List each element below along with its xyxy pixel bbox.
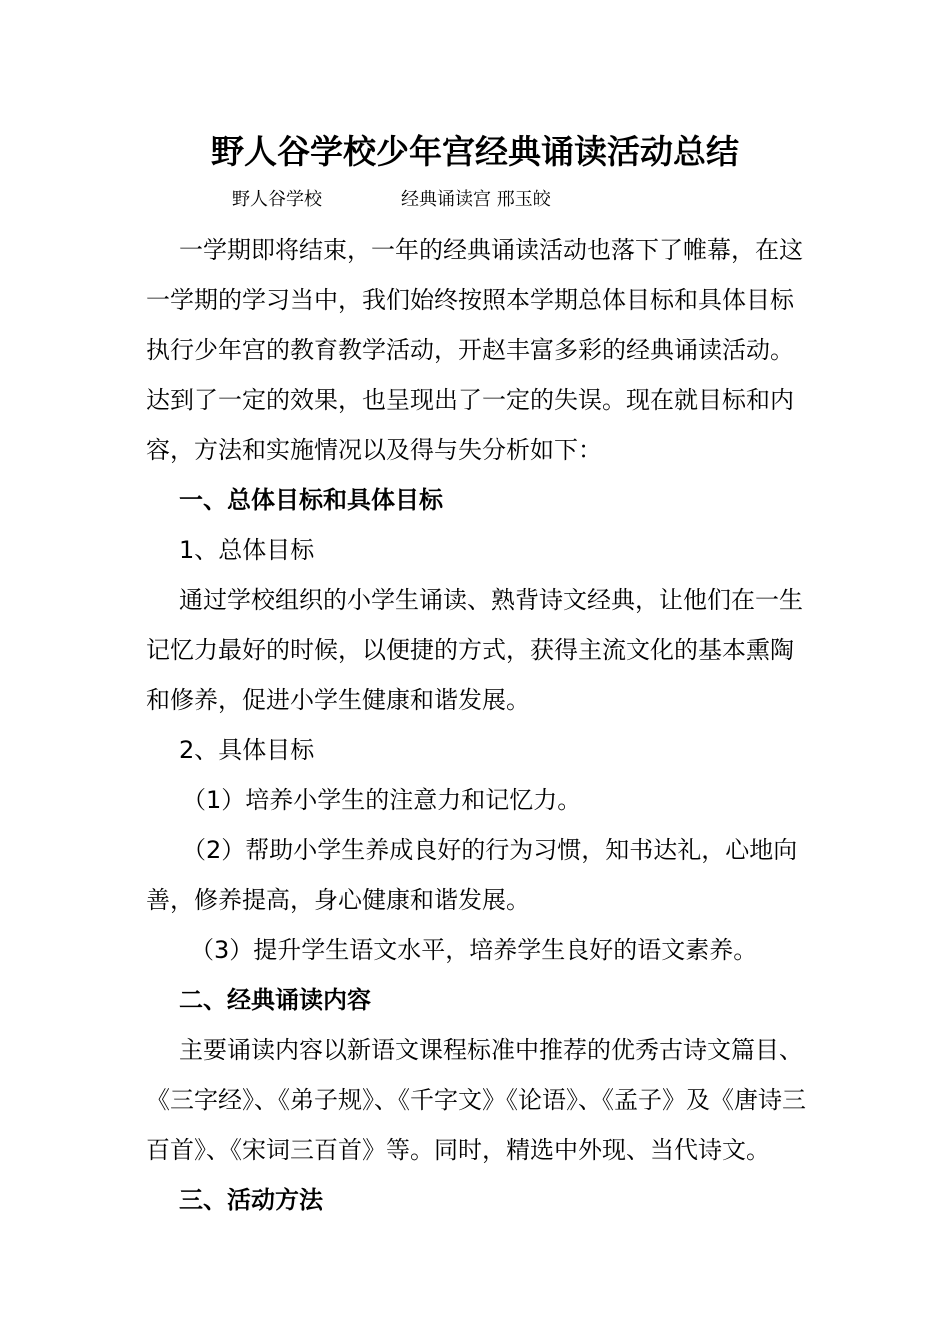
section3-heading: 三、活动方法 [179,1186,323,1214]
section1-sub1-text: 通过学校组织的小学生诵读、熟背诗文经典，让他们在一生记忆力最好的时候，以便捷的方式，获得主流文化的基本熏陶和修养，促进小学生健康和谐发展。 [146,586,803,714]
section1-sub2-heading: 2、具体目标 [179,736,315,764]
section2-text: 主要诵读内容以新语文课程标准中推荐的优秀古诗文篇目、《三字经》、《弟子规》、《千字文》《论语》、《孟子》及《唐诗三百首》、《宋词三百首》等。同时，精选中外现、当代诗文。 [146,1036,806,1164]
objective-1: （1）培养小学生的注意力和记忆力。 [182,786,582,814]
subtitle-school: 野人谷学校 [232,189,322,210]
objective-2: （2）帮助小学生养成良好的行为习惯，知书达礼，心地向善，修养提高，身心健康和谐发展。 [146,836,798,914]
subtitle-author: 经典诵读宫 邢玉皎 [401,189,551,210]
section1-heading: 一、总体目标和具体目标 [179,486,443,514]
document-title: 野人谷学校少年宫经典诵读活动总结 [211,132,739,171]
section1-sub1-heading: 1、总体目标 [179,536,315,564]
intro-paragraph: 一学期即将结束，一年的经典诵读活动也落下了帷幕，在这一学期的学习当中，我们始终按照本学期总体目标和具体目标执行少年宫的教育教学活动，开赵丰富多彩的经典诵读活动。达到了一定的效果，也呈现出了一定的失误。现在就目标和内容，方法和实施情况以及得与失分析如下： [146,236,803,464]
document-body [146,225,808,1225]
objective-3: （3）提升学生语文水平，培养学生良好的语文素养。 [190,936,758,964]
section2-heading: 二、经典诵读内容 [179,986,371,1014]
